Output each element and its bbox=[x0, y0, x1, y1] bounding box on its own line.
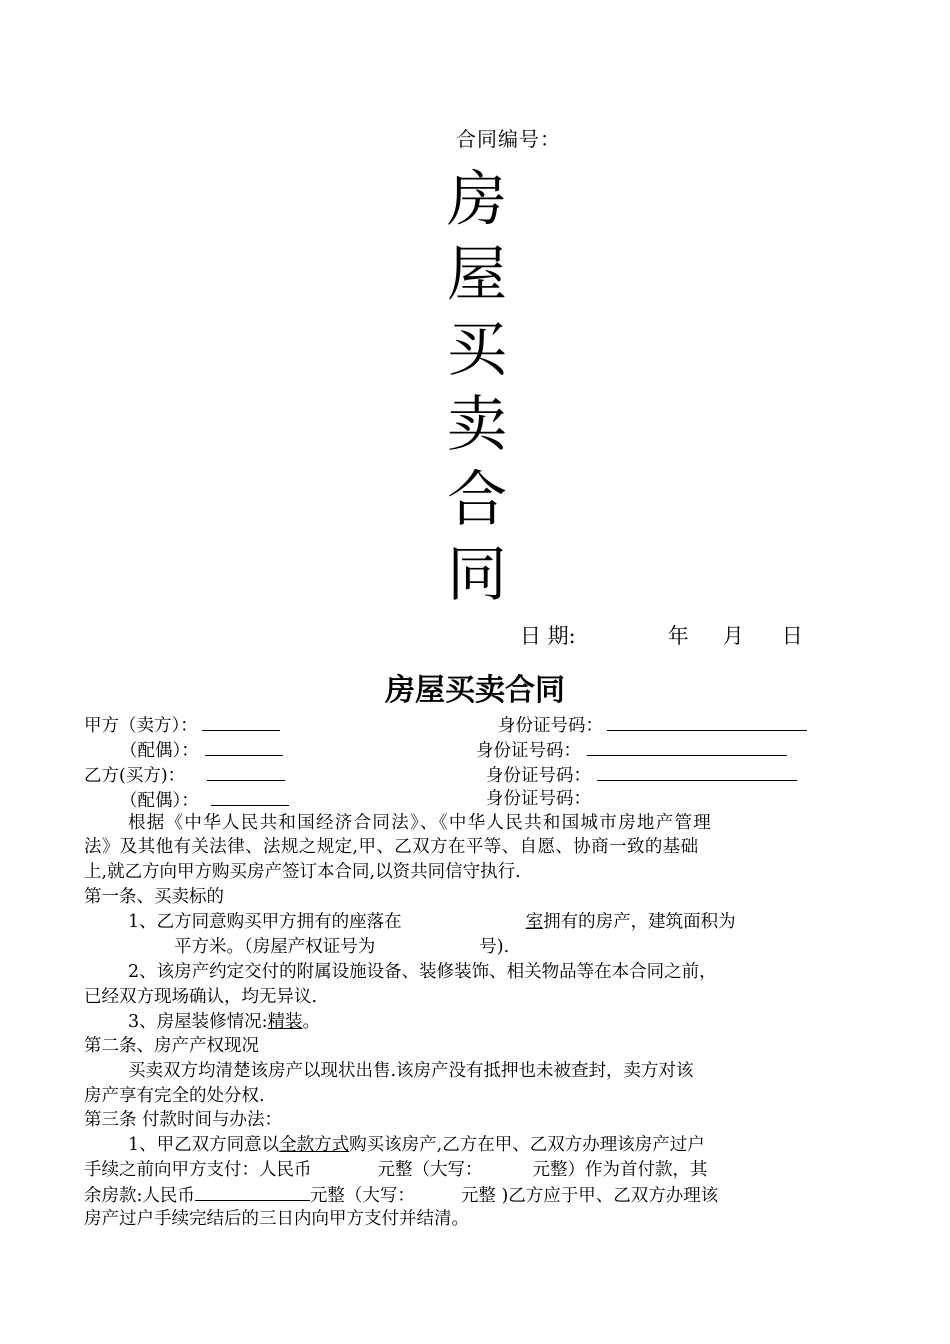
article-1-para-2-cont: 已经双方现场确认，均无异议. bbox=[84, 987, 318, 1007]
text-span: 拥有的房产，建筑面积为 bbox=[543, 912, 736, 932]
text-span: 。 bbox=[302, 1012, 321, 1032]
cover-title-char: 屋 bbox=[447, 240, 507, 310]
id-label: 身份证号码： bbox=[498, 716, 603, 736]
buyer-id-line bbox=[486, 762, 797, 789]
seller-name-field[interactable] bbox=[202, 712, 280, 731]
seller-spouse-label: （配偶）： bbox=[120, 741, 199, 761]
id-label: 身份证号码： bbox=[486, 766, 591, 786]
document-heading: 房屋买卖合同 bbox=[385, 673, 565, 708]
cover-title-char: 合 bbox=[447, 465, 507, 535]
article-3-para-3 bbox=[84, 1182, 718, 1209]
text-span: 1、乙方同意购买甲方拥有的座落在 bbox=[128, 912, 402, 932]
buyer-label: 乙方(买方)： bbox=[84, 766, 186, 786]
article-3-para-2 bbox=[84, 1158, 708, 1183]
cover-title-char: 房 bbox=[447, 165, 507, 235]
cover-title-char: 买 bbox=[447, 315, 507, 385]
buyer-line bbox=[84, 762, 285, 789]
text-span: 平方米。（房屋产权证号为 bbox=[174, 937, 376, 957]
seller-label: 甲方（卖方）： bbox=[84, 716, 198, 736]
article-3-para-4: 房产过户手续完结后的三日内向甲方支付并结清。 bbox=[84, 1209, 469, 1229]
id-label: 身份证号码： bbox=[486, 789, 591, 809]
buyer-spouse-name-field[interactable] bbox=[211, 787, 289, 806]
id-label: 身份证号码： bbox=[476, 741, 581, 761]
cover-title-char: 同 bbox=[447, 540, 507, 610]
buyer-spouse-id-line bbox=[486, 787, 591, 812]
cover-title bbox=[437, 163, 517, 613]
text-span: 元整（大写： bbox=[309, 1186, 415, 1206]
text-span: 元整 )乙方应于甲、乙双方办理该 bbox=[460, 1186, 719, 1206]
article-2-title: 第二条、房产产权现况 bbox=[84, 1036, 259, 1056]
article-1-title: 第一条、买卖标的 bbox=[84, 887, 224, 907]
payment-method-underline: 全款方式 bbox=[279, 1135, 350, 1155]
seller-spouse-id-field[interactable] bbox=[587, 737, 787, 756]
text-span: 号). bbox=[479, 937, 510, 957]
buyer-spouse-line bbox=[120, 787, 289, 814]
text-span: 手续之前向甲方支付：人民币 bbox=[84, 1160, 312, 1180]
month-label: 月 bbox=[722, 624, 744, 648]
text-span: 1、甲乙双方同意以 bbox=[128, 1135, 280, 1155]
text-span: 元整（大写： bbox=[377, 1160, 483, 1180]
seller-spouse-line bbox=[120, 737, 283, 764]
article-2-para-1: 买卖双方均清楚该房产以现状出售.该房产没有抵押也未被查封，卖方对该 bbox=[128, 1061, 694, 1081]
contract-number-label: 合同编号： bbox=[456, 127, 561, 151]
text-span: 购买该房产,乙方在甲、乙双方办理该房产过户 bbox=[349, 1135, 705, 1155]
intro-line-1: 根据《中华人民共和国经济合同法》、《中华人民共和国城市房地产管理 bbox=[128, 813, 713, 833]
article-1-para-2: 2、该房产约定交付的附属设施设备、装修装饰、相关物品等在本合同之前， bbox=[128, 962, 717, 982]
year-label: 年 bbox=[667, 624, 689, 648]
date-label: 日 期: bbox=[520, 624, 576, 648]
seller-id-line bbox=[498, 712, 807, 739]
intro-line-2: 法》及其他有关法律、法规之规定,甲、乙双方在平等、自愿、协商一致的基础 bbox=[84, 837, 699, 857]
seller-spouse-id-line bbox=[476, 737, 787, 764]
cover-title-char: 卖 bbox=[447, 390, 507, 460]
date-line bbox=[520, 620, 803, 650]
article-2-para-1-cont: 房产享有完全的处分权. bbox=[84, 1086, 265, 1106]
article-1-para-3 bbox=[128, 1010, 320, 1035]
seller-line bbox=[84, 712, 280, 739]
article-1-para-1 bbox=[128, 910, 736, 935]
text-span: 元整）作为首付款，其 bbox=[532, 1160, 708, 1180]
text-span: 余房款:人民币 bbox=[84, 1186, 195, 1206]
room-underline: 室 bbox=[525, 912, 544, 932]
seller-spouse-name-field[interactable] bbox=[205, 737, 283, 756]
article-3-title: 第三条 付款时间与办法： bbox=[84, 1110, 283, 1130]
seller-id-field[interactable] bbox=[607, 712, 807, 731]
text-span: 3、房屋装修情况: bbox=[128, 1012, 268, 1032]
decoration-underline: 精装 bbox=[267, 1012, 303, 1032]
buyer-spouse-label: （配偶）： bbox=[120, 791, 199, 811]
day-label: 日 bbox=[781, 624, 803, 648]
buyer-id-field[interactable] bbox=[597, 762, 797, 781]
remaining-amount-field[interactable] bbox=[195, 1182, 310, 1201]
buyer-name-field[interactable] bbox=[207, 762, 285, 781]
article-1-para-1-cont bbox=[174, 935, 509, 960]
article-3-para-1 bbox=[128, 1133, 705, 1158]
intro-line-3: 上,就乙方向甲方购买房产签订本合同,以资共同信守执行. bbox=[84, 862, 521, 882]
